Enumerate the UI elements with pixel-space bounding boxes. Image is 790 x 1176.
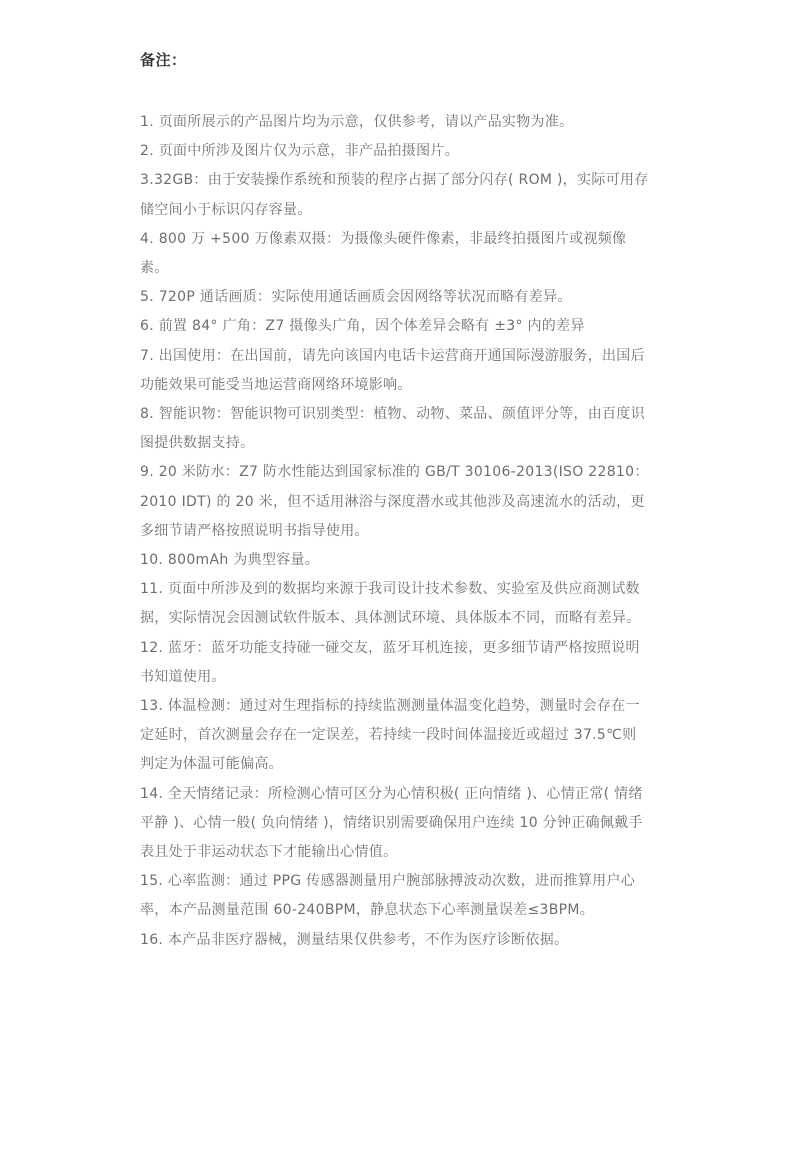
note-item-7: 7. 出国使用：在出国前，请先向该国内电话卡运营商开通国际漫游服务，出国后功能效果可能受当地运营商网络环境影响。 <box>140 347 645 393</box>
note-item-14: 14. 全天情绪记录：所检测心情可区分为心情积极( 正向情绪 )、心情正常( 情绪平静 )、心情一般( 负向情绪 )，情绪识别需要确保用户连续 10 分钟正确佩戴手表且处于非运动状态下才能输出心情值。 <box>140 785 643 861</box>
note-item-11: 11. 页面中所涉及到的数据均来源于我司设计技术参数、实验室及供应商测试数据，实际情况会因测试软件版本、具体测试环境、具体版本不同，而略有差异。 <box>140 581 641 627</box>
note-item-1: 1. 页面所展示的产品图片均为示意，仅供参考，请以产品实物为准。 <box>140 114 574 130</box>
note-item-13: 13. 体温检测：通过对生理指标的持续监测测量体温变化趋势，测量时会存在一定延时，首次测量会存在一定误差，若持续一段时间体温接近或超过 37.5℃则判定为体温可能偏高。 <box>140 698 640 773</box>
note-item-16: 16. 本产品非医疗器械，测量结果仅供参考，不作为医疗诊断依据。 <box>140 931 569 948</box>
note-item-6: 6. 前置 84° 广角：Z7 摄像头广角，因个体差异会略有 ±3° 内的差异 <box>140 318 585 335</box>
notes-section <box>140 46 650 955</box>
notes-title: 备注： <box>140 51 187 69</box>
note-item-12: 12. 蓝牙：蓝牙功能支持碰一碰交友，蓝牙耳机连接，更多细节请严格按照说明书知道使用。 <box>140 639 640 685</box>
note-item-10: 10. 800mAh 为典型容量。 <box>140 552 320 569</box>
note-item-5: 5. 720P 通话画质：实际使用通话画质会因网络等状况而略有差异。 <box>140 289 572 306</box>
note-item-4: 4. 800 万 +500 万像素双摄：为摄像头硬件像素，非最终拍摄图片或视频像素。 <box>140 230 627 277</box>
note-item-8: 8. 智能识物：智能识物可识别类型：植物、动物、菜品、颜值评分等，由百度识图提供数据支持。 <box>140 406 645 452</box>
note-item-9: 9. 20 米防水：Z7 防水性能达到国家标准的 GB/T 30106-2013(ISO 22810：2010 IDT) 的 20 米，但不适用淋浴与深度潜水或其他涉及高速流水的活动，更多细节请严格按照说明书指导使用。 <box>140 464 649 539</box>
note-item-2: 2. 页面中所涉及图片仅为示意，非产品拍摄图片。 <box>140 143 460 160</box>
note-item-3: 3.32GB：由于安装操作系统和预装的程序占据了部分闪存( ROM )，实际可用存储空间小于标识闪存容量。 <box>140 172 649 218</box>
note-item-15: 15. 心率监测：通过 PPG 传感器测量用户腕部脉搏波动次数，进而推算用户心率，本产品测量范围 60-240BPM，静息状态下心率测量误差≤3BPM。 <box>140 873 636 919</box>
notes-list <box>140 108 650 955</box>
